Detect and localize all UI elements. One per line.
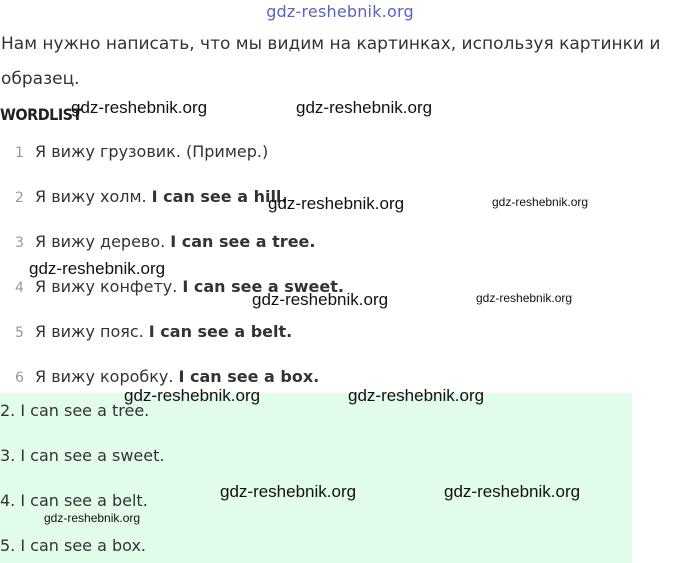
list-item: [15, 232, 315, 251]
watermark: gdz-reshebnik.org: [476, 291, 573, 305]
answer-line: 5. I can see a box.: [0, 536, 146, 555]
item-number: 5: [15, 325, 24, 341]
answer-line: 4. I can see a belt.: [0, 491, 148, 510]
watermark: gdz-reshebnik.org: [252, 290, 389, 309]
item-english: I can see a box.: [178, 367, 320, 386]
item-number: 3: [15, 235, 24, 251]
list-item: [15, 322, 292, 341]
watermark: gdz-reshebnik.org: [44, 511, 141, 525]
item-english: I can see a hill.: [151, 187, 288, 206]
item-english: I can see a tree.: [170, 232, 316, 251]
item-number: 2: [15, 190, 24, 206]
answer-line: 3. I can see a sweet.: [0, 446, 165, 465]
list-item: [15, 187, 288, 206]
watermark: gdz-reshebnik.org: [29, 259, 166, 278]
watermark: gdz-reshebnik.org: [268, 194, 405, 213]
item-russian: Я вижу дерево.: [35, 232, 166, 251]
wordlist-heading: WORDLIST: [0, 105, 82, 124]
answer-line: 2. I can see a tree.: [0, 401, 150, 420]
watermark: gdz-reshebnik.org: [296, 98, 433, 117]
item-number: 6: [15, 370, 24, 386]
item-number: 1: [15, 145, 24, 161]
watermark: gdz-reshebnik.org: [220, 482, 357, 501]
item-russian: Я вижу пояс.: [35, 322, 144, 341]
item-russian: Я вижу конфету.: [35, 277, 178, 296]
watermark: gdz-reshebnik.org: [71, 98, 208, 117]
watermark: gdz-reshebnik.org: [348, 386, 485, 405]
list-item: [15, 367, 319, 386]
watermark: gdz-reshebnik.org: [444, 482, 581, 501]
item-russian: Я вижу коробку.: [35, 367, 174, 386]
watermark: gdz-reshebnik.org: [492, 195, 589, 209]
item-number: 4: [15, 280, 24, 296]
list-item: [15, 142, 268, 161]
item-english: I can see a sweet.: [182, 277, 344, 296]
item-english: I can see a belt.: [148, 322, 293, 341]
item-russian: Я вижу грузовик. (Пример.): [35, 142, 269, 161]
item-russian: Я вижу холм.: [35, 187, 147, 206]
intro-text-line-1: Нам нужно написать, что мы видим на картинках, используя картинки и: [1, 34, 661, 54]
watermark-top: gdz-reshebnik.org: [266, 2, 414, 21]
intro-text-line-2: образец.: [1, 69, 80, 89]
watermark: gdz-reshebnik.org: [124, 386, 261, 405]
